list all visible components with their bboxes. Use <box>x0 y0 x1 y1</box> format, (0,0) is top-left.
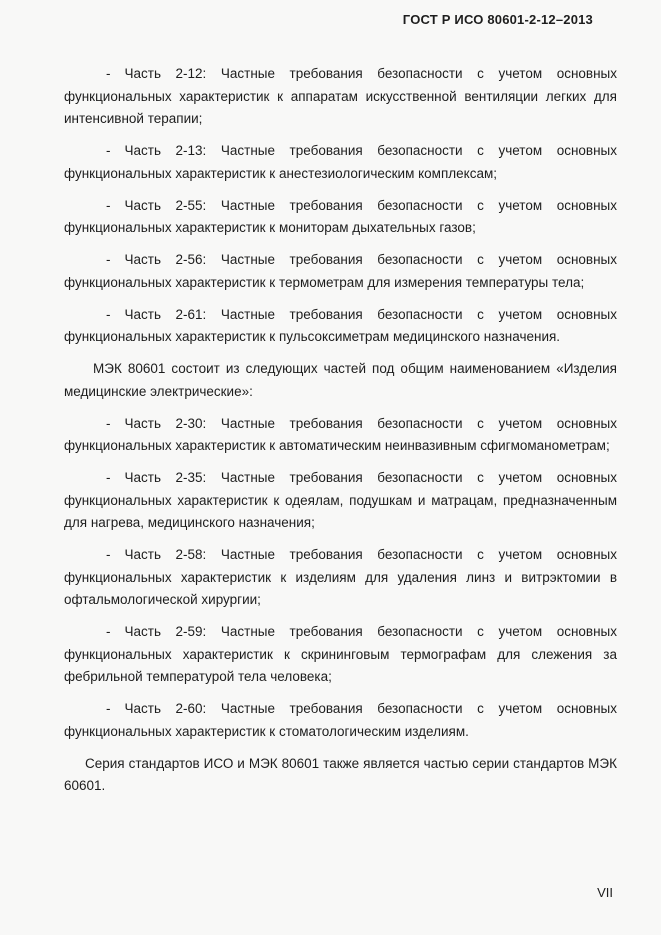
list-item-text: Часть 2-56: Частные требования безопасности с учетом основных функциональных характеристик к термометрам для измерения температуры тела; <box>64 252 617 290</box>
list-dash: - <box>106 624 111 639</box>
list-item-part-2-61 <box>64 304 617 349</box>
list-item-text: Часть 2-60: Частные требования безопасности с учетом основных функциональных характеристик к стоматологическим изделиям. <box>64 701 617 739</box>
list-item-text: Часть 2-59: Частные требования безопасности с учетом основных функциональных характеристик к скрининговым термографам для слежения за фебрильной температурой тела человека; <box>64 624 617 684</box>
list-item-part-2-60 <box>64 698 617 743</box>
list-item-text: Часть 2-13: Частные требования безопасности с учетом основных функциональных характеристик к анестезиологическим комплексам; <box>64 143 617 181</box>
list-item-part-2-59 <box>64 621 617 689</box>
list-dash: - <box>106 197 111 213</box>
list-item-part-2-56 <box>64 249 617 294</box>
list-item-part-2-35 <box>64 467 617 535</box>
list-item-part-2-30 <box>64 413 617 458</box>
list-item-text: Часть 2-61: Частные требования безопасности с учетом основных функциональных характеристик к пульсоксиметрам медицинского назначения. <box>64 306 617 344</box>
paragraph-series-note: Серия стандартов ИСО и МЭК 80601 также является частью серии стандартов МЭК 60601. <box>64 755 617 793</box>
list-item-part-2-58 <box>64 544 617 612</box>
list-item-text: Часть 2-58: Частные требования безопасности с учетом основных функциональных характеристик к изделиям для удаления линз и витрэктомии в офтальмологической хирургии; <box>64 547 617 607</box>
page-number: VII <box>597 885 613 900</box>
list-item-text: Часть 2-35: Частные требования безопасности с учетом основных функциональных характеристик к одеялам, подушкам и матрацам, предназначенным для нагрева, медицинского назначения; <box>64 470 617 530</box>
list-item-part-2-55 <box>64 195 617 240</box>
list-item-text: Часть 2-12: Частные требования безопасности с учетом основных функциональных характеристик к аппаратам искусственной вентиляции легких для интенсивной терапии; <box>64 66 617 126</box>
list-item-part-2-13 <box>64 140 617 185</box>
document-header-standard-code: ГОСТ Р ИСО 80601-2-12–2013 <box>402 12 593 27</box>
list-dash: - <box>106 547 111 562</box>
list-dash: - <box>106 252 111 267</box>
document-body <box>64 63 617 807</box>
list-item-text: Часть 2-55: Частные требования безопасности с учетом основных функциональных характеристик к мониторам дыхательных газов; <box>64 197 617 235</box>
list-dash: - <box>106 143 111 158</box>
list-dash: - <box>106 701 111 716</box>
list-dash: - <box>106 306 111 322</box>
list-item-part-2-12 <box>64 63 617 131</box>
list-dash: - <box>106 415 111 431</box>
list-dash: - <box>106 66 111 81</box>
list-item-text: Часть 2-30: Частные требования безопасности с учетом основных функциональных характеристик к автоматическим неинвазивным сфигмоманометрам; <box>64 415 617 453</box>
list-dash: - <box>106 470 111 485</box>
paragraph-iec-80601-intro: МЭК 80601 состоит из следующих частей под общим наименованием «Изделия медицинские электрические»: <box>64 361 617 399</box>
